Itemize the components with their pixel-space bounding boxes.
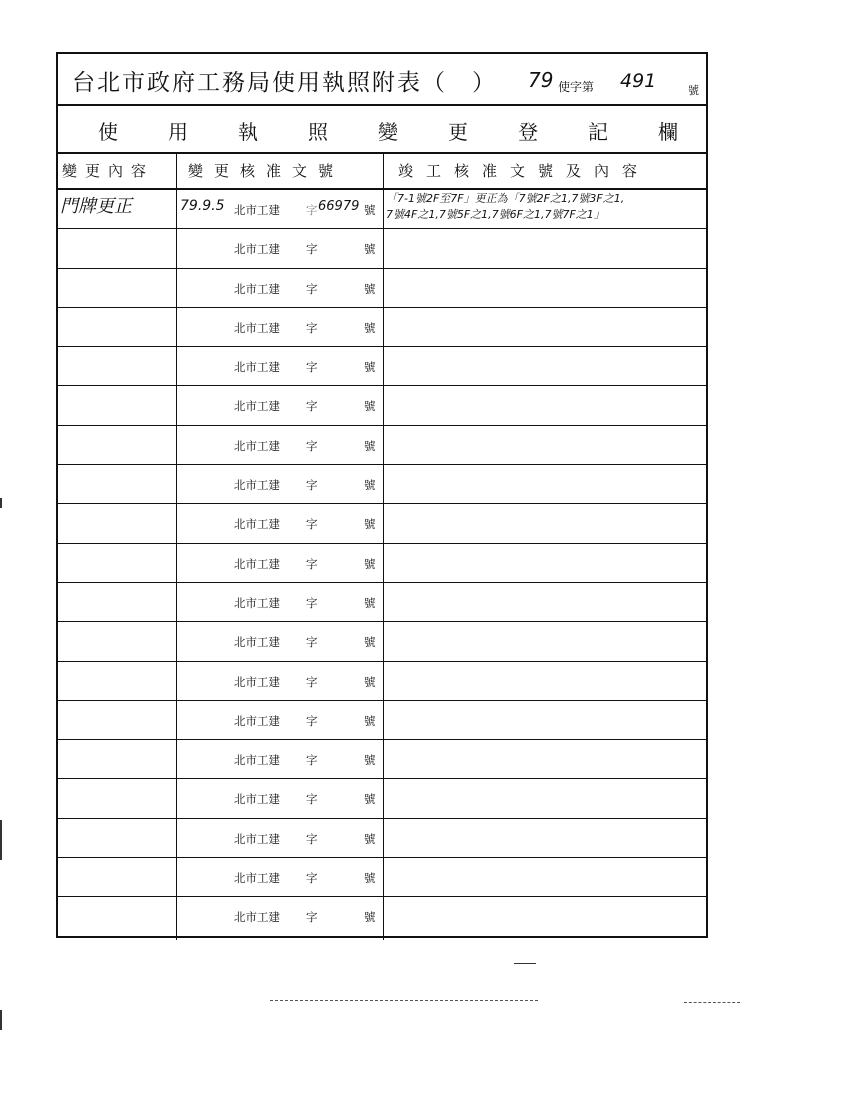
scan-artifact-line — [270, 1000, 538, 1001]
approval-suffix: 號 — [364, 871, 376, 886]
approval-doc-cell — [178, 819, 382, 857]
approval-number: 66979 — [318, 199, 360, 214]
approval-suffix: 號 — [364, 635, 376, 650]
section-title-row — [58, 106, 728, 154]
approval-prefix: 北市工建 — [234, 203, 280, 217]
approval-doc-cell — [178, 779, 382, 817]
approval-word: 字 — [306, 556, 318, 571]
approval-doc-cell — [178, 190, 382, 228]
approval-suffix: 號 — [364, 517, 376, 532]
approval-prefix: 北市工建 — [234, 831, 280, 846]
approval-word: 字 — [306, 203, 318, 217]
approval-suffix: 號 — [364, 792, 376, 807]
approval-doc-cell — [178, 504, 382, 542]
approval-doc-cell — [178, 465, 382, 503]
header-change-content: 變更內容 — [62, 162, 155, 180]
scan-edge-mark — [0, 498, 2, 508]
approval-suffix: 號 — [364, 556, 376, 571]
approval-suffix: 號 — [364, 595, 376, 610]
approval-suffix: 號 — [364, 478, 376, 493]
usage-license-annex-form — [56, 52, 728, 938]
table-row — [58, 347, 706, 386]
approval-suffix: 號 — [364, 281, 376, 296]
approval-doc-cell — [178, 622, 382, 660]
approval-suffix: 號 — [364, 360, 376, 375]
approval-prefix: 北市工建 — [234, 871, 280, 886]
approval-suffix: 號 — [364, 910, 376, 925]
form-title: 台北市政府工務局使用執照附表（ ） — [72, 70, 497, 96]
approval-word: 字 — [306, 242, 318, 257]
scan-edge-mark — [0, 1010, 2, 1030]
approval-suffix: 號 — [364, 203, 376, 217]
approval-word: 字 — [306, 478, 318, 493]
scan-artifact-line — [684, 1002, 740, 1003]
approval-prefix: 北市工建 — [234, 910, 280, 925]
approval-suffix: 號 — [364, 713, 376, 728]
approval-suffix: 號 — [364, 674, 376, 689]
registration-rows — [58, 190, 706, 937]
certificate-number: 491 — [620, 70, 657, 92]
approval-prefix: 北市工建 — [234, 595, 280, 610]
approval-prefix: 北市工建 — [234, 674, 280, 689]
approval-suffix: 號 — [364, 438, 376, 453]
scan-edge-mark — [0, 820, 2, 860]
approval-prefix: 北市工建 — [234, 478, 280, 493]
approval-word: 字 — [306, 635, 318, 650]
header-completion-doc-no: 竣工核准文號及內容 — [398, 162, 651, 180]
approval-prefix: 北市工建 — [234, 635, 280, 650]
section-title: 使用執照變更登記欄 — [98, 120, 728, 144]
approval-doc-cell — [178, 308, 382, 346]
approval-doc-cell — [178, 662, 382, 700]
approval-suffix: 號 — [364, 399, 376, 414]
approval-prefix: 北市工建 — [234, 792, 280, 807]
completion-doc-cell — [386, 191, 706, 223]
approval-doc-cell — [178, 229, 382, 267]
approval-word: 字 — [306, 713, 318, 728]
table-row — [58, 779, 706, 818]
table-row — [58, 190, 706, 229]
approval-word: 字 — [306, 517, 318, 532]
approval-doc-cell — [178, 858, 382, 896]
table-row — [58, 701, 706, 740]
approval-prefix: 北市工建 — [234, 713, 280, 728]
approval-date: 79.9.5 — [180, 198, 225, 214]
table-row — [58, 858, 706, 897]
table-row — [58, 229, 706, 268]
certificate-suffix: 號 — [688, 84, 699, 97]
table-row — [58, 386, 706, 425]
approval-doc-cell — [178, 701, 382, 739]
divider-mark — [514, 963, 536, 964]
approval-word: 字 — [306, 792, 318, 807]
approval-prefix: 北市工建 — [234, 556, 280, 571]
approval-word: 字 — [306, 753, 318, 768]
approval-prefix: 北市工建 — [234, 399, 280, 414]
approval-doc-cell — [178, 544, 382, 582]
approval-prefix: 北市工建 — [234, 320, 280, 335]
table-row — [58, 740, 706, 779]
approval-word: 字 — [306, 871, 318, 886]
approval-doc-cell — [178, 269, 382, 307]
approval-suffix: 號 — [364, 753, 376, 768]
table-row — [58, 622, 706, 661]
table-row — [58, 662, 706, 701]
table-row — [58, 544, 706, 583]
approval-doc-cell — [178, 740, 382, 778]
approval-word: 字 — [306, 281, 318, 296]
completion-line: 7號4F之1,7號5F之1,7號6F之1,7號7F之1」 — [386, 208, 605, 221]
approval-doc-cell — [178, 897, 382, 936]
title-row — [58, 54, 706, 106]
approval-doc-cell — [178, 426, 382, 464]
certificate-year: 79 — [528, 68, 554, 92]
approval-word: 字 — [306, 910, 318, 925]
approval-suffix: 號 — [364, 831, 376, 846]
approval-prefix: 北市工建 — [234, 753, 280, 768]
approval-word: 字 — [306, 674, 318, 689]
header-approval-doc-no: 變更核准文號 — [188, 162, 345, 180]
table-row — [58, 504, 706, 543]
approval-suffix: 號 — [364, 320, 376, 335]
approval-word: 字 — [306, 320, 318, 335]
approval-prefix: 北市工建 — [234, 281, 280, 296]
approval-doc-cell — [178, 386, 382, 424]
approval-doc-cell — [178, 347, 382, 385]
approval-prefix: 北市工建 — [234, 360, 280, 375]
approval-word: 字 — [306, 831, 318, 846]
table-row — [58, 819, 706, 858]
completion-line: 「7-1號2F至7F」更正為「7號2F之1,7號3F之1, — [386, 192, 625, 205]
change-content-cell: 門牌更正 — [60, 196, 132, 217]
table-row — [58, 269, 706, 308]
approval-prefix: 北市工建 — [234, 242, 280, 257]
certificate-word: 使字第 — [558, 80, 595, 94]
table-row — [58, 465, 706, 504]
table-row — [58, 583, 706, 622]
approval-prefix: 北市工建 — [234, 517, 280, 532]
approval-suffix: 號 — [364, 242, 376, 257]
table-row — [58, 426, 706, 465]
table-row — [58, 897, 706, 936]
approval-word: 字 — [306, 438, 318, 453]
approval-word: 字 — [306, 399, 318, 414]
approval-doc-cell — [178, 583, 382, 621]
approval-word: 字 — [306, 360, 318, 375]
column-header-row — [58, 154, 706, 190]
approval-word: 字 — [306, 595, 318, 610]
table-row — [58, 308, 706, 347]
approval-prefix: 北市工建 — [234, 438, 280, 453]
